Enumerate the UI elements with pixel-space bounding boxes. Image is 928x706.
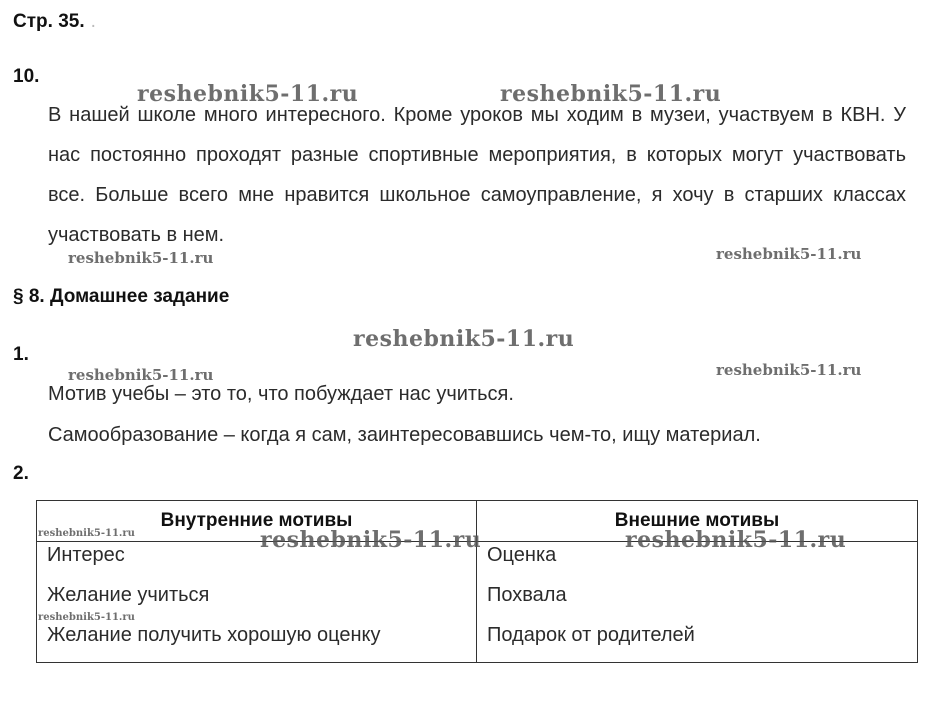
header-inner-motives: Внутренние мотивы bbox=[37, 501, 477, 542]
task-1-number: 1. bbox=[13, 344, 29, 365]
outer-motives-list bbox=[477, 542, 917, 662]
list-item: Желание получить хорошую оценку bbox=[47, 624, 381, 646]
watermark: reshebnik5-11.ru bbox=[68, 249, 214, 267]
list-item: Оценка bbox=[487, 544, 557, 566]
watermark: reshebnik5-11.ru bbox=[260, 527, 482, 553]
watermark: reshebnik5-11.ru bbox=[716, 245, 862, 263]
watermark: reshebnik5-11.ru bbox=[500, 81, 722, 107]
table-row bbox=[37, 542, 918, 663]
task-10-number: 10. bbox=[13, 66, 40, 87]
task-2-number: 2. bbox=[13, 463, 29, 484]
task-1-line-2: Самообразование – когда я сам, заинтересовавшись чем-то, ищу материал. bbox=[48, 424, 761, 446]
watermark: reshebnik5-11.ru bbox=[716, 361, 862, 379]
header-outer-motives: Внешние мотивы bbox=[477, 501, 918, 542]
page-label-dot: . bbox=[90, 11, 96, 32]
inner-motives-list bbox=[37, 542, 476, 662]
watermark: reshebnik5-11.ru bbox=[38, 612, 135, 623]
task-1-line-1: Мотив учебы – это то, что побуждает нас учиться. bbox=[48, 383, 514, 405]
watermark: reshebnik5-11.ru bbox=[353, 326, 575, 352]
page-label-text: Стр. 35. bbox=[13, 11, 85, 32]
list-item: Похвала bbox=[487, 584, 567, 606]
task-10-text: В нашей школе много интересного. Кроме уроков мы ходим в музеи, участвуем в КВН. У нас постоянно проходят разные спортивные мероприятия, в которых могут участвовать все. Больше всего мне нравится школьное самоуправление, я хочу в старших классах участвовать в нем. bbox=[48, 104, 906, 246]
outer-motives-cell bbox=[477, 542, 918, 663]
list-item: Подарок от родителей bbox=[487, 624, 695, 646]
page-label bbox=[13, 11, 96, 33]
watermark: reshebnik5-11.ru bbox=[68, 366, 214, 384]
inner-motives-cell bbox=[37, 542, 477, 663]
list-item: Желание учиться bbox=[47, 584, 210, 606]
watermark: reshebnik5-11.ru bbox=[625, 527, 847, 553]
watermark: reshebnik5-11.ru bbox=[38, 528, 135, 539]
motives-table bbox=[36, 500, 918, 663]
watermark: reshebnik5-11.ru bbox=[137, 81, 359, 107]
table-header-row bbox=[37, 501, 918, 542]
section-title: § 8. Домашнее задание bbox=[13, 286, 230, 307]
list-item: Интерес bbox=[47, 544, 125, 566]
